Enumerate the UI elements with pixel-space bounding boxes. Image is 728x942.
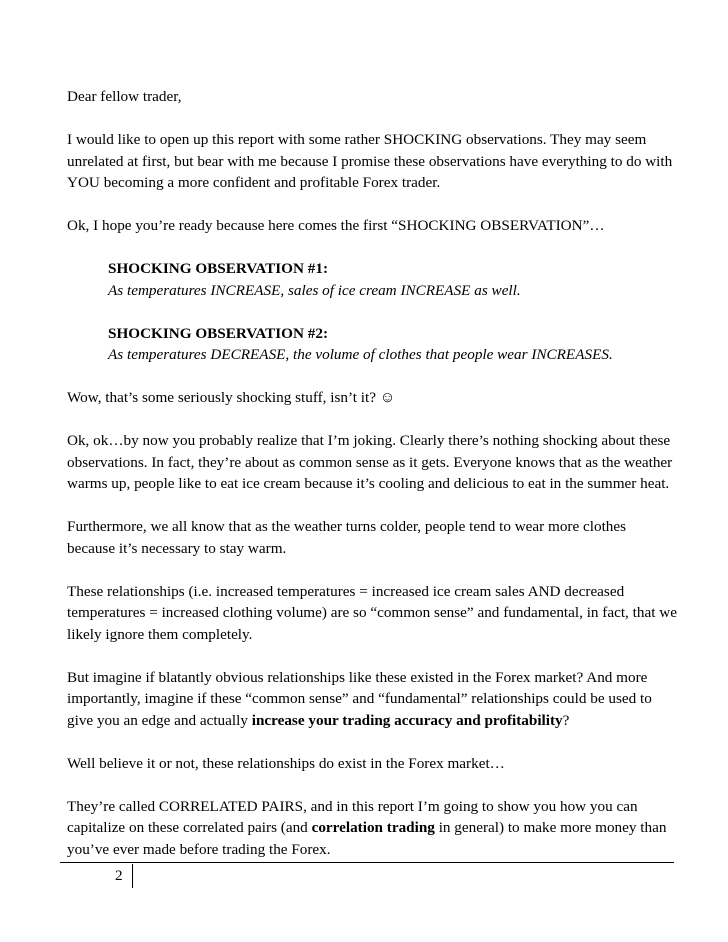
paragraph-intro: I would like to open up this report with some rather SHOCKING observations. They may seem unrelated at first, but bear with me because I promise these observations have everything to do with YOU becoming a more confident and profitable Forex trader. xyxy=(67,131,673,191)
paragraph-correlated-pairs xyxy=(67,796,677,861)
paragraph-furthermore: Furthermore, we all know that as the weather turns colder, people tend to wear more clothes because it’s necessary to stay warm. xyxy=(67,518,627,557)
paragraph-relationships: These relationships (i.e. increased temperatures = increased ice cream sales AND decreased temperatures = increased clothing volume) are so “common sense” and fundamental, in fact, that we likely ignore them completely. xyxy=(67,582,677,643)
imagine-text-start: But imagine if blatantly obvious relationships like these existed in the Forex market? And more importantly, imagine if these “common sense” and “fundamental” relationships could be used to give you an edge and actually xyxy=(67,668,652,729)
page-number: 2 xyxy=(115,867,123,884)
correlated-text-end: in general) to make more money than you’ve ever made before trading the Forex. xyxy=(67,819,667,858)
paragraph-believe: Well believe it or not, these relationships do exist in the Forex market… xyxy=(67,754,505,772)
observation-2-title: SHOCKING OBSERVATION #2: xyxy=(108,324,329,342)
correlation-trading-bold: correlation trading xyxy=(311,819,435,836)
imagine-text-end: ? xyxy=(562,711,570,729)
observation-1-text: As temperatures INCREASE, sales of ice cream INCREASE as well. xyxy=(108,281,521,299)
correlated-text-start: They’re called CORRELATED PAIRS, and in this report I’m going to show you how you can capitalize on these correlated pairs (and xyxy=(67,797,638,836)
imagine-bold-phrase: increase your trading accuracy and profitability xyxy=(251,711,563,729)
observation-1-title: SHOCKING OBSERVATION #1: xyxy=(108,260,329,277)
paragraph-imagine xyxy=(67,667,677,732)
paragraph-first-observation-lead: Ok, I hope you’re ready because here comes the first “SHOCKING OBSERVATION”… xyxy=(67,217,605,234)
page-number-separator xyxy=(132,864,133,888)
observation-2 xyxy=(108,323,677,366)
paragraph-wow: Wow, that’s some seriously shocking stuff, isn’t it? ☺ xyxy=(67,389,396,406)
paragraph-joking: Ok, ok…by now you probably realize that I’m joking. Clearly there’s nothing shocking about these observations. In fact, they’re about as common sense as it gets. Everyone knows that as the weather warms up, people like to eat ice cream because it’s cooling and delicious to eat in the summer heat. xyxy=(67,432,673,492)
letter-body xyxy=(67,86,677,882)
observation-2-text: As temperatures DECREASE, the volume of clothes that people wear INCREASES. xyxy=(108,346,613,363)
observation-1 xyxy=(108,258,677,301)
salutation: Dear fellow trader, xyxy=(67,88,182,105)
footer-divider xyxy=(60,862,674,863)
